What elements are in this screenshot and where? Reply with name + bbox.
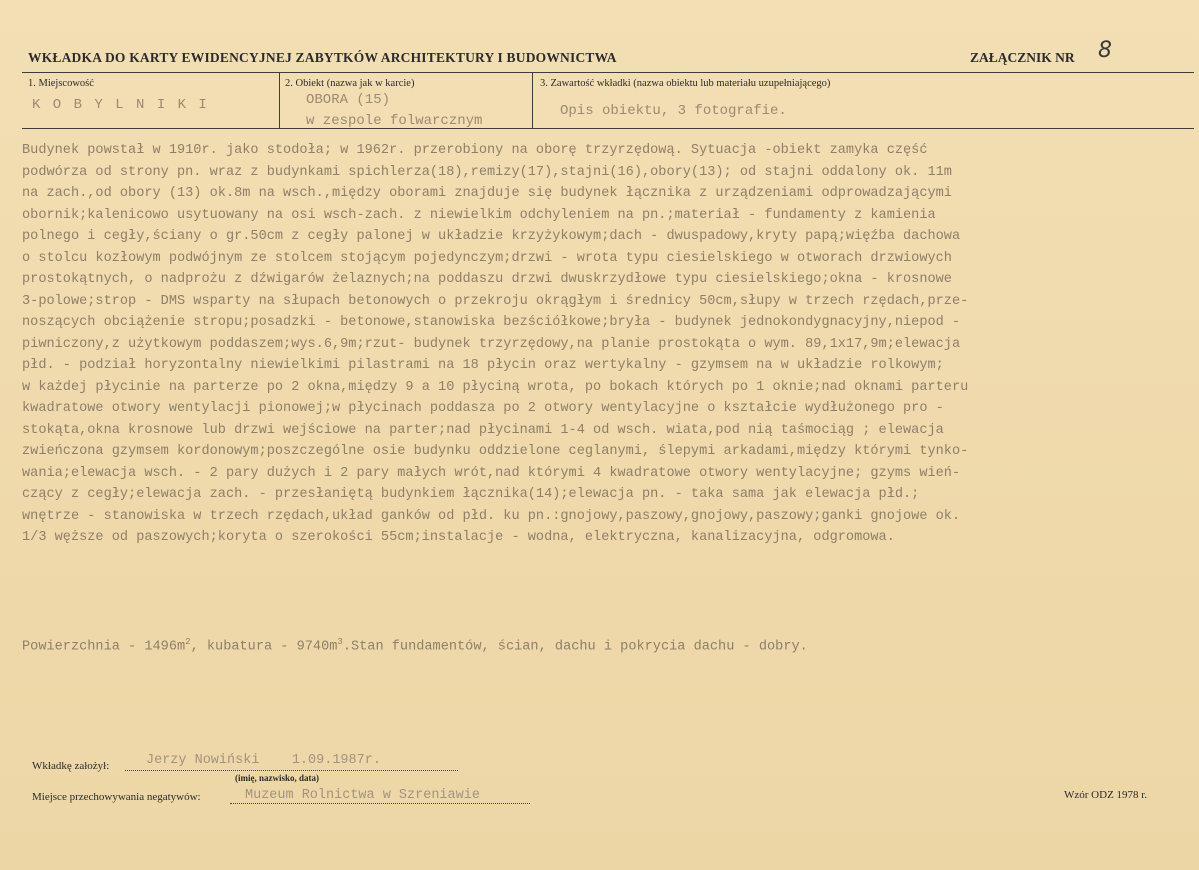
volume-superscript: 3 xyxy=(337,637,343,647)
description-line: 3-polowe;strop - DMS wsparty na słupach betonowych o przekroju okrągłym i średnicy 50cm,słupy w trzech rzędach,prze- xyxy=(22,293,969,309)
description-line: w każdej płycinie na parterze po 2 okna,między 9 a 10 płyciną wrota, po bokach których po 1 oknie;nad oknami parteru xyxy=(22,379,969,395)
contents-label: 3. Zawartość wkładki (nazwa obiektu lub materiału uzupełniającego) xyxy=(540,78,831,89)
object-label: 2. Obiekt (nazwa jak w karcie) xyxy=(285,78,415,89)
document-title: WKŁADKA DO KARTY EWIDENCYJNEJ ZABYTKÓW ARCHITEKTURY I BUDOWNICTWA xyxy=(28,50,617,65)
object-value-1: OBORA (15) xyxy=(306,92,391,108)
area-text: Powierzchnia - 1496m xyxy=(22,639,186,655)
negatives-value: Muzeum Rolnictwa w Szreniawie xyxy=(245,788,480,803)
attachment-number: 8 xyxy=(1098,38,1112,63)
description-body xyxy=(22,140,1192,549)
description-line: stokąta,okna krosnowe lub drzwi wejściowe na parter;nad płycinami 1-4 od wsch. wiata,pod nią taśmociąg ; elewacja xyxy=(22,422,944,438)
header-divider-2 xyxy=(532,72,533,128)
description-line: czący z cegły;elewacja zach. - przesłaniętą budynkiem łącznika(14);elewacja pn. - taka sama jak elewacja płd.; xyxy=(22,487,920,502)
description-line: polnego i cegły,ściany o gr.50cm z cegły palonej w układzie krzyżykowym;dach - dwuspadowy,kryty papą;więźba dachowa xyxy=(22,229,961,244)
volume-text: , kubatura - 9740m xyxy=(190,639,338,655)
locality-label: 1. Miejscowość xyxy=(28,78,94,89)
description-line: zwieńczona gzymsem kordonowym;poszczególne osie budynku oddzielone ceglanymi, ślepymi arkadami,między którymi tynko- xyxy=(22,444,969,459)
attachment-label: ZAŁĄCZNIK NR xyxy=(970,50,1075,65)
area-summary xyxy=(22,637,808,655)
header-divider-1 xyxy=(279,72,280,128)
description-line: wania;elewacja wsch. - 2 pary dużych i 2 pary małych wrót,nad którymi 4 kwadratowe otwory wentylacyjne; gzyms wień- xyxy=(22,465,961,481)
author-dotted-line xyxy=(125,770,458,771)
description-line: płd. - podział horyzontalny niewielkimi pilastrami na 18 płycin oraz wertykalny - gzymsem na w układzie rolkowym; xyxy=(22,358,944,373)
area-superscript: 2 xyxy=(185,637,191,647)
description-line: noszących obciążenie stropu;posadzki - betonowe,stanowiska bezściółkowe;bryła - budynek jednokondygnacyjny,niepod - xyxy=(22,315,961,330)
negatives-label: Miejsce przechowywania negatywów: xyxy=(32,791,201,803)
condition-text: .Stan fundamentów, ścian, dachu i pokrycia dachu - dobry. xyxy=(342,639,808,655)
author-label: Wkładkę założył: xyxy=(32,760,110,772)
description-line: kwadratowe otwory wentylacji pionowej;w płycinach poddasza po 2 otwory wentylacyjne o kształcie wydłużonego pro - xyxy=(22,401,944,416)
contents-value: Opis obiektu, 3 fotografie. xyxy=(560,103,787,119)
description-line: o stolcu kozłowym podwójnym ze stolcem stojącym pojedynczym;drzwi - wrota typu ciesielskiego w otworach drzwiowych xyxy=(22,250,952,266)
description-line: prostokątnych, o nadprożu z dźwigarów żelaznych;na poddaszu drzwi dwuskrzydłowe typu ciesielskiego;okna - krosnowe xyxy=(22,272,952,287)
author-sublabel: (imię, nazwisko, data) xyxy=(235,773,319,783)
description-line: Budynek powstał w 1910r. jako stodoła; w 1962r. przerobiony na oborę trzyrzędową. Sytuacja -obiekt zamyka część xyxy=(22,143,928,158)
description-line: podwórza od strony pn. wraz z budynkami spichlerza(18),remizy(17),stajni(16),obory(13); od stajni oddalony ok. 11m xyxy=(22,164,952,180)
description-line: obornik;kalenicowo usytuowany na osi wsch-zach. z niewielkim odchyleniem na pn.;materiał - fundamenty z kamienia xyxy=(22,207,936,223)
header-rule-bottom xyxy=(22,128,1194,129)
object-value-2: w zespole folwarcznym xyxy=(306,113,483,128)
locality-value: K O B Y L N I K I xyxy=(32,97,209,113)
negatives-dotted-line xyxy=(230,803,530,804)
form-identifier: Wzór ODZ 1978 r. xyxy=(1064,789,1148,801)
description-line: na zach.,od obory (13) ok.8m na wsch.,między oborami znajduje się budynek łącznika z urządzeniami odprowadzającymi xyxy=(22,186,952,201)
header-rule-top xyxy=(22,72,1194,73)
description-line: wnętrze - stanowiska w trzech rzędach,układ ganków od płd. ku pn.:gnojowy,paszowy,gnojowy,paszowy;ganki gnojowe ok. xyxy=(22,508,961,524)
description-line: 1/3 węższe od paszowych;koryta o szerokości 55cm;instalacje - wodna, elektryczna, kanalizacyjna, odgromowa. xyxy=(22,530,895,545)
description-line: piwniczony,z użytkowym poddaszem;wys.6,9m;rzut- budynek trzyrzędowy,na planie prostokąta o wym. 89,1x17,9m;elewacja xyxy=(22,336,961,352)
author-value: Jerzy Nowiński 1.09.1987r. xyxy=(146,753,381,768)
